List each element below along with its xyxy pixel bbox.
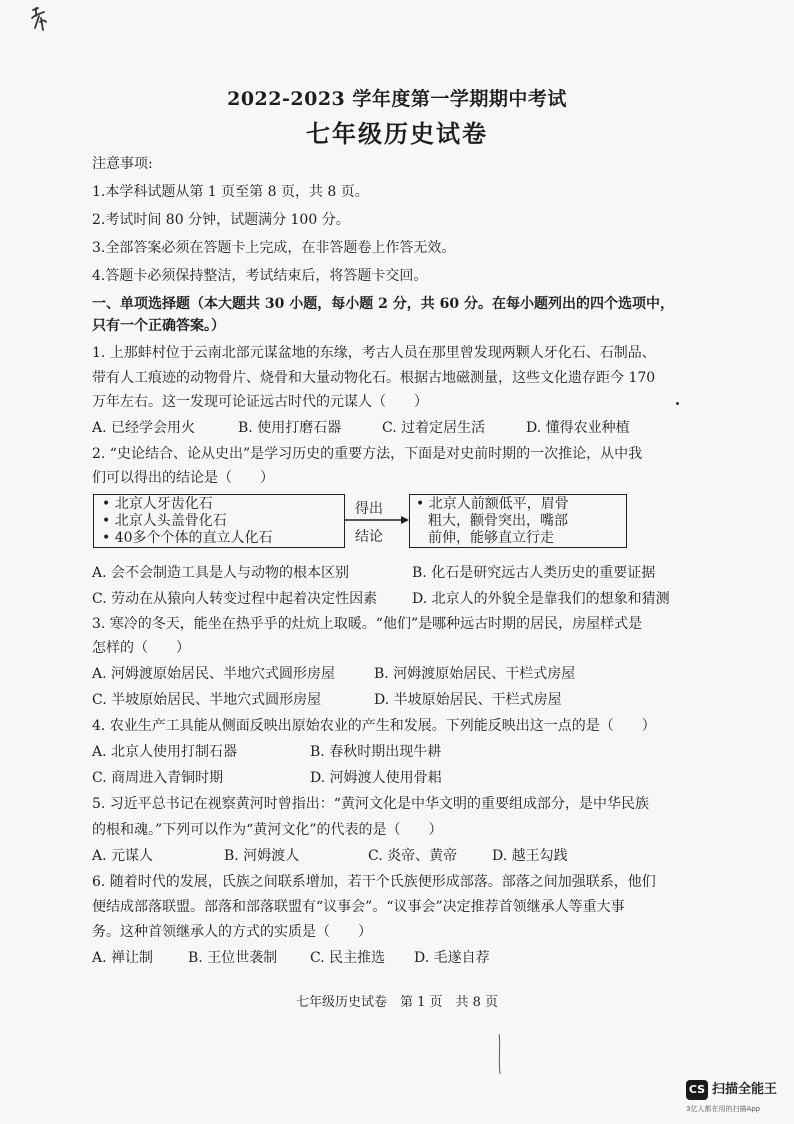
option-a[interactable]: A. 元谋人 [92,848,154,864]
option-a[interactable]: A. 禅让制 [92,950,154,966]
arrow-label-bottom: 结论 [355,529,383,545]
conclusion-line: • 北京人前额低平，眉骨 [416,496,569,512]
option-c[interactable]: C. 过着定居生活 [382,420,486,436]
question-text: 带有人工痕迹的动物骨片、烧骨和大量动物化石。根据古地磁测量，这些文化遗存距今 170 [92,370,656,386]
option-c[interactable]: C. 商周进入青铜时期 [92,770,224,786]
option-c[interactable]: C. 炎帝、黄帝 [368,848,458,864]
conclusion-line: 前伸，能够直立行走 [428,530,554,546]
question-text: 1. 上那蚌村位于云南北部元谋盆地的东缘，考古人员在那里曾发现两颗人牙化石、石制品、 [92,345,656,361]
question-text: 们可以得出的结论是（ ） [92,470,274,486]
handwritten-mark [30,6,48,32]
question-text: 4. 农业生产工具能从侧面反映出原始农业的产生和发展。下列能反映出这一点的是（ ） [92,718,656,734]
conclusion-line: 粗大，颧骨突出，嘴部 [428,513,568,529]
option-b[interactable]: B. 河姆渡人 [224,848,300,864]
option-a[interactable]: A. 北京人使用打制石器 [92,744,238,760]
question-text: 6. 随着时代的发展，氏族之间联系增加，若干个氏族便形成部落。部落之间加强联系，他们 [92,874,656,890]
camscanner-logo: CS [686,1080,708,1100]
option-d[interactable]: D. 北京人的外貌全是靠我们的想象和猜测 [412,591,670,607]
note-item: 3.全部答案必须在答题卡上完成，在非答题卷上作答无效。 [92,240,456,256]
option-b[interactable]: B. 王位世袭制 [188,950,278,966]
question-text: 5. 习近平总书记在视察黄河时曾指出：“黄河文化是中华文明的重要组成部分，是中华民族 [92,796,649,812]
question-text: 的根和魂。”下列可以作为“黄河文化”的代表的是（ ） [92,822,443,838]
note-item: 1.本学科试题从第 1 页至第 8 页，共 8 页。 [92,184,369,200]
option-d[interactable]: D. 毛遂自荐 [414,950,490,966]
option-b[interactable]: B. 春秋时期出现牛耕 [310,744,442,760]
page-footer: 七年级历史试卷 第 1 页 共 8 页 [295,995,499,1010]
option-d[interactable]: D. 河姆渡人使用骨耜 [310,770,442,786]
option-a[interactable]: A. 已经学会用火 [92,420,196,436]
question-text: 3. 寒冷的冬天，能坐在热乎乎的灶炕上取暖。“他们”是哪种远古时期的居民，房屋样式是 [92,616,643,632]
option-d[interactable]: D. 半坡原始居民、干栏式房屋 [374,692,562,708]
scan-artifact-line [496,1034,504,1074]
camscanner-tagline: 3亿人都在用的扫描App [686,1105,761,1113]
evidence-item: • 北京人头盖骨化石 [102,513,227,529]
question-text: 便结成部落联盟。部落和部落联盟有“议事会”。“议事会”决定推荐首领继承人等重大事 [92,899,625,915]
question-text: 万年左右。这一发现可论证远古时代的元谋人（ ） [92,394,428,410]
question-text: 2. “史论结合、论从史出”是学习历史的重要方法，下面是对史前时期的一次推论，从中我 [92,446,643,462]
note-item: 2.考试时间 80 分钟，试题满分 100 分。 [92,212,350,228]
notes-heading: 注意事项: [92,156,153,172]
option-c[interactable]: C. 劳动在从猿向人转变过程中起着决定性因素 [92,591,378,607]
option-d[interactable]: D. 越王勾践 [492,848,568,864]
conclusion-box [409,494,627,548]
section-heading: 只有一个正确答案。） [92,318,225,334]
option-b[interactable]: B. 河姆渡原始居民、干栏式房屋 [374,666,576,682]
arrow-label-top: 得出 [355,501,383,517]
evidence-item: • 40多个个体的直立人化石 [102,530,273,546]
option-c[interactable]: C. 民主推选 [310,950,386,966]
evidence-item: • 北京人牙齿化石 [102,496,213,512]
section-heading: 一、单项选择题（本大题共 30 小题，每小题 2 分，共 60 分。在每小题列出的四个选项中， [92,296,674,312]
evidence-box [93,494,345,548]
exam-title: 2022-2023 学年度第一学期期中考试 [227,88,567,110]
option-b[interactable]: B. 化石是研究远古人类历史的重要证据 [412,565,656,581]
question-text: 怎样的（ ） [92,640,190,656]
speck [676,402,679,405]
option-d[interactable]: D. 懂得农业种植 [526,420,630,436]
option-a[interactable]: A. 会不会制造工具是人与动物的根本区别 [92,565,350,581]
option-c[interactable]: C. 半坡原始居民、半地穴式圆形房屋 [92,692,322,708]
exam-subtitle: 七年级历史试卷 [306,119,488,148]
option-a[interactable]: A. 河姆渡原始居民、半地穴式圆形房屋 [92,666,336,682]
camscanner-name: 扫描全能王 [712,1082,778,1097]
option-b[interactable]: B. 使用打磨石器 [238,420,342,436]
question-text: 务。这种首领继承人的方式的实质是（ ） [92,924,372,940]
arrow-icon [345,515,409,525]
note-item: 4.答题卡必须保持整洁，考试结束后，将答题卡交回。 [92,268,428,284]
